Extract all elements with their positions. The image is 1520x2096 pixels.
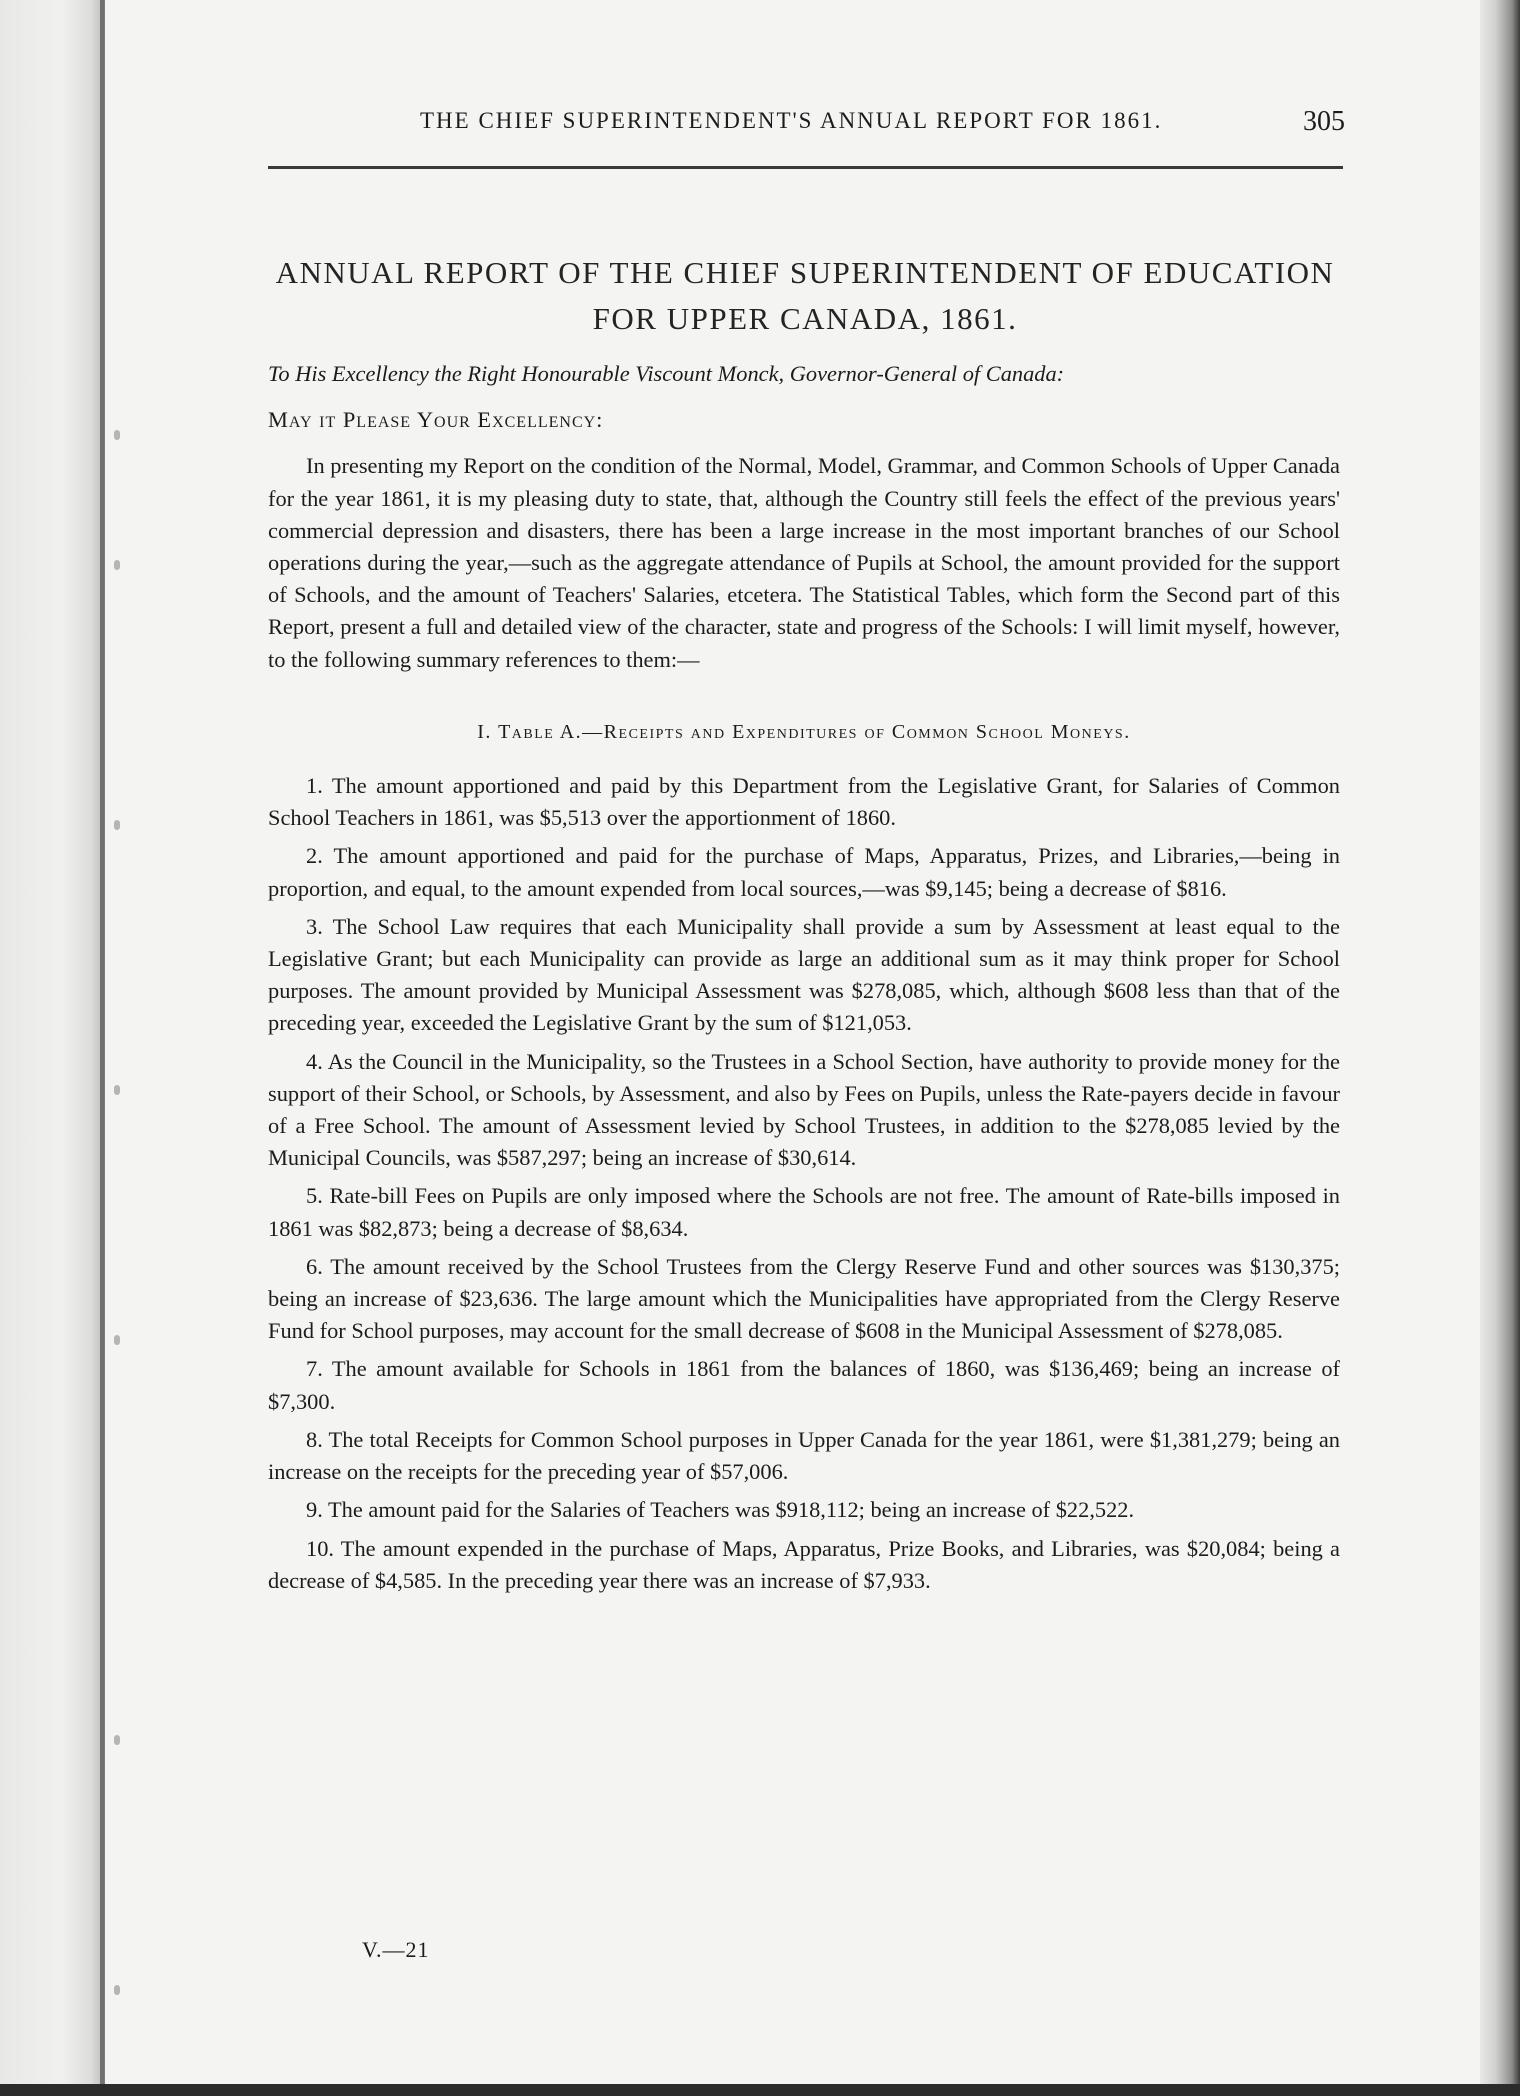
numbered-paragraph: 4. As the Council in the Municipality, so the Trustees in a School Section, have authority to provide money for the support of their School, or Schools, by Assessment, and also by Fees on Pupils, unless the Rate-payers decide in favour of a Free School. The amount of Assessment levied by School Trustees, in addition to the $278,085 levied by the Municipal Councils, was $587,297; being an increase of $30,614. — [268, 1048, 1340, 1171]
right-page-edge — [1480, 0, 1520, 2096]
margin-speck — [114, 1085, 120, 1095]
title-line-1: ANNUAL REPORT OF THE CHIEF SUPERINTENDENT OF EDUCATION — [275, 255, 1335, 290]
numbered-paragraph: 5. Rate-bill Fees on Pupils are only imposed where the Schools are not free. The amount of Rate-bills imposed in 1861 was $82,873; being a decrease of $8,634. — [268, 1183, 1340, 1241]
header-rule — [268, 166, 1343, 169]
running-title: THE CHIEF SUPERINTENDENT'S ANNUAL REPORT FOR 1861. — [420, 108, 1163, 133]
margin-speck — [114, 430, 120, 440]
numbered-paragraph: 6. The amount received by the School Trustees from the Clergy Reserve Fund and other sources was $130,375; being an increase of $23,636. The large amount which the Municipalities have appropriated from the Clergy Reserve Fund for School purposes, may account for the small decrease of $608 in the Municipal Assessment of $278,085. — [268, 1253, 1340, 1344]
bottom-page-edge — [0, 2084, 1520, 2096]
margin-speck — [114, 820, 120, 830]
left-binding-gutter — [0, 0, 104, 2096]
numbered-paragraph: 7. The amount available for Schools in 1861 from the balances of 1860, was $136,469; being an increase of $7,300. — [268, 1356, 1340, 1414]
section-heading: I. Table A.—Receipts and Expenditures of Common School Moneys. — [477, 720, 1131, 743]
page-number: 305 — [1303, 106, 1345, 137]
numbered-paragraph: 1. The amount apportioned and paid by this Department from the Legislative Grant, for Salaries of Common School Teachers in 1861, was $5,513 over the apportionment of 1860. — [268, 773, 1340, 831]
running-header — [270, 104, 1345, 144]
report-title — [230, 250, 1380, 342]
intro-paragraph: In presenting my Report on the condition of the Normal, Model, Grammar, and Common Schools of Upper Canada for the year 1861, it is my pleasing duty to state, that, although the Country still feels the effect of the previous years' commercial depression and disasters, there has been a large increase in the most important branches of our School operations during the year,—such as the aggregate attendance of Pupils at School, the amount provided for the support of Schools, and the amount of Teachers' Salaries, etcetera. The Statistical Tables, which form the Second part of this Report, present a full and detailed view of the character, state and progress of the Schools: I will limit myself, however, to the following summary references to them:— — [268, 453, 1340, 672]
report-body — [268, 358, 1340, 1603]
salutation: May it Please Your Excellency: — [268, 407, 604, 433]
binding-shadow-line — [100, 0, 105, 2096]
title-line-2: FOR UPPER CANADA, 1861. — [592, 301, 1018, 336]
margin-speck — [114, 1735, 120, 1745]
numbered-paragraph: 3. The School Law requires that each Municipality shall provide a sum by Assessment at least equal to the Legislative Grant; but each Municipality can provide as large an additional sum as it may think proper for School purposes. The amount provided by Municipal Assessment was $278,085, which, although $608 less than that of the preceding year, exceeded the Legislative Grant by the sum of $121,053. — [268, 913, 1340, 1036]
address-line: To His Excellency the Right Honourable Viscount Monck, Governor-General of Canada: — [268, 361, 1065, 386]
signature-mark: V.—21 — [362, 1937, 430, 1962]
numbered-paragraph: 10. The amount expended in the purchase of Maps, Apparatus, Prize Books, and Libraries, was $20,084; being a decrease of $4,585. In the preceding year there was an increase of $7,933. — [268, 1535, 1340, 1593]
margin-speck — [114, 1335, 120, 1345]
numbered-paragraph: 9. The amount paid for the Salaries of Teachers was $918,112; being an increase of $22,522. — [306, 1497, 1135, 1523]
margin-speck — [114, 560, 120, 570]
numbered-paragraph: 8. The total Receipts for Common School purposes in Upper Canada for the year 1861, were $1,381,279; being an increase on the receipts for the preceding year of $57,006. — [268, 1426, 1340, 1485]
numbered-paragraph: 2. The amount apportioned and paid for the purchase of Maps, Apparatus, Prizes, and Libraries,—being in proportion, and equal, to the amount expended from local sources,—was $9,145; being a decrease of $816. — [268, 843, 1340, 901]
margin-speck — [114, 1985, 120, 1995]
